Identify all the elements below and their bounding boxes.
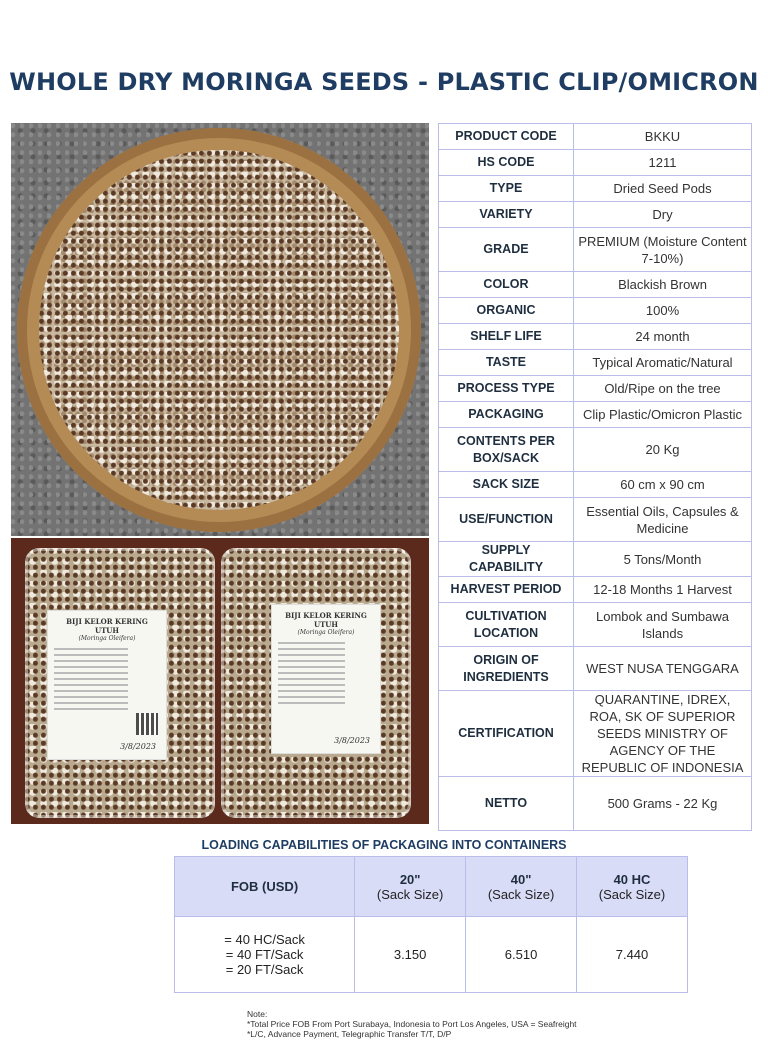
header-fob: FOB (USD) bbox=[175, 857, 355, 917]
spec-key: PACKAGING bbox=[439, 402, 574, 428]
value-40: 6.510 bbox=[466, 917, 577, 993]
bag-date: 3/8/2023 bbox=[334, 736, 370, 745]
note bbox=[247, 1009, 577, 1039]
spec-key: SACK SIZE bbox=[439, 472, 574, 498]
spec-value: PREMIUM (Moisture Content 7-10%) bbox=[574, 228, 752, 272]
loading-data-row bbox=[175, 917, 688, 993]
spec-value: Blackish Brown bbox=[574, 272, 752, 298]
spec-value: 500 Grams - 22 Kg bbox=[574, 777, 752, 831]
spec-value: Dry bbox=[574, 202, 752, 228]
header-40hc bbox=[577, 857, 688, 917]
spec-key: CERTIFICATION bbox=[439, 691, 574, 777]
spec-key: VARIETY bbox=[439, 202, 574, 228]
spec-value: 12-18 Months 1 Harvest bbox=[574, 577, 752, 603]
spec-key: GRADE bbox=[439, 228, 574, 272]
value-40hc: 7.440 bbox=[577, 917, 688, 993]
loading-header-row bbox=[175, 857, 688, 917]
spec-key: NETTO bbox=[439, 777, 574, 831]
spec-value: 5 Tons/Month bbox=[574, 542, 752, 577]
spec-row bbox=[439, 577, 752, 603]
loading-table bbox=[174, 856, 688, 993]
spec-value: 20 Kg bbox=[574, 428, 752, 472]
spec-key: TYPE bbox=[439, 176, 574, 202]
spec-key: USE/FUNCTION bbox=[439, 498, 574, 542]
spec-row bbox=[439, 428, 752, 472]
bag-label-left bbox=[47, 610, 167, 760]
spec-key: SUPPLY CAPABILITY bbox=[439, 542, 574, 577]
spec-value: WEST NUSA TENGGARA bbox=[574, 647, 752, 691]
spec-row bbox=[439, 691, 752, 777]
spec-value: Typical Aromatic/Natural bbox=[574, 350, 752, 376]
spec-row bbox=[439, 124, 752, 150]
spec-row bbox=[439, 376, 752, 402]
loading-title: LOADING CAPABILITIES OF PACKAGING INTO CONTAINERS bbox=[201, 838, 567, 852]
header-40hc-sub: (Sack Size) bbox=[598, 886, 666, 902]
spec-value: 60 cm x 90 cm bbox=[574, 472, 752, 498]
spec-key: CULTIVATION LOCATION bbox=[439, 603, 574, 647]
spec-key: ORGANIC bbox=[439, 298, 574, 324]
spec-row bbox=[439, 777, 752, 831]
spec-row bbox=[439, 498, 752, 542]
header-40-sub: (Sack Size) bbox=[487, 886, 555, 902]
bag-label-right bbox=[271, 604, 381, 754]
spec-row bbox=[439, 402, 752, 428]
spec-row bbox=[439, 228, 752, 272]
header-20-sub: (Sack Size) bbox=[376, 886, 444, 902]
spec-row bbox=[439, 603, 752, 647]
spec-value: Old/Ripe on the tree bbox=[574, 376, 752, 402]
row-label-40hc: = 40 HC/Sack bbox=[224, 932, 305, 947]
spec-key: PROCESS TYPE bbox=[439, 376, 574, 402]
spec-key: SHELF LIFE bbox=[439, 324, 574, 350]
spec-value: 1211 bbox=[574, 150, 752, 176]
spec-row bbox=[439, 298, 752, 324]
label-text-lines bbox=[54, 648, 160, 710]
note-label: Note: bbox=[247, 1009, 268, 1019]
page-title: WHOLE DRY MORINGA SEEDS - PLASTIC CLIP/OMICRON bbox=[9, 68, 759, 96]
spec-value: QUARANTINE, IDREX, ROA, SK OF SUPERIOR SEEDS MINISTRY OF AGENCY OF THE REPUBLIC OF INDONESIA bbox=[574, 691, 752, 777]
qr-code-icon bbox=[136, 713, 158, 735]
row-labels bbox=[175, 917, 355, 993]
spec-row bbox=[439, 542, 752, 577]
spec-key: HS CODE bbox=[439, 150, 574, 176]
row-label-20ft: = 20 FT/Sack bbox=[225, 962, 304, 977]
note-line-2: *L/C, Advance Payment, Telegraphic Transfer T/T, D/P bbox=[247, 1029, 452, 1039]
moringa-seeds-pile bbox=[39, 150, 399, 510]
spec-value: 100% bbox=[574, 298, 752, 324]
bag-label-heading: BIJI KELOR KERING UTUH bbox=[285, 611, 367, 629]
row-label-40ft: = 40 FT/Sack bbox=[225, 947, 304, 962]
spec-value: Clip Plastic/Omicron Plastic bbox=[574, 402, 752, 428]
spec-value: 24 month bbox=[574, 324, 752, 350]
spec-value: Lombok and Sumbawa Islands bbox=[574, 603, 752, 647]
seed-bag-left bbox=[25, 548, 215, 818]
spec-value: Dried Seed Pods bbox=[574, 176, 752, 202]
bag-label-subheading: (Moringa Oleifera) bbox=[297, 629, 355, 636]
header-20-label: 20" bbox=[399, 871, 421, 887]
spec-table bbox=[438, 123, 752, 831]
spec-row bbox=[439, 324, 752, 350]
bag-label-heading: BIJI KELOR KERING UTUH bbox=[66, 617, 148, 635]
spec-key: TASTE bbox=[439, 350, 574, 376]
value-20: 3.150 bbox=[355, 917, 466, 993]
spec-row bbox=[439, 647, 752, 691]
spec-key: CONTENTS PER BOX/SACK bbox=[439, 428, 574, 472]
spec-row bbox=[439, 472, 752, 498]
spec-key: ORIGIN OF INGREDIENTS bbox=[439, 647, 574, 691]
label-text-lines bbox=[278, 642, 374, 704]
spec-row bbox=[439, 202, 752, 228]
note-line-1: *Total Price FOB From Port Surabaya, Indonesia to Port Los Angeles, USA = Seafreight bbox=[247, 1019, 577, 1029]
spec-key: COLOR bbox=[439, 272, 574, 298]
header-40-label: 40" bbox=[510, 871, 532, 887]
bag-label-subheading: (Moringa Oleifera) bbox=[78, 635, 136, 642]
header-40hc-label: 40 HC bbox=[613, 871, 651, 887]
spec-value: Essential Oils, Capsules & Medicine bbox=[574, 498, 752, 542]
spec-value: BKKU bbox=[574, 124, 752, 150]
spec-key: PRODUCT CODE bbox=[439, 124, 574, 150]
spec-row bbox=[439, 350, 752, 376]
spec-row bbox=[439, 272, 752, 298]
spec-row bbox=[439, 150, 752, 176]
header-40 bbox=[466, 857, 577, 917]
photo-seeds-basket bbox=[11, 123, 429, 536]
bag-date: 3/8/2023 bbox=[120, 742, 156, 751]
woven-basket bbox=[17, 128, 421, 532]
seed-bag-right bbox=[221, 548, 411, 818]
header-20 bbox=[355, 857, 466, 917]
spec-row bbox=[439, 176, 752, 202]
photo-seed-bags bbox=[11, 538, 429, 824]
spec-key: HARVEST PERIOD bbox=[439, 577, 574, 603]
